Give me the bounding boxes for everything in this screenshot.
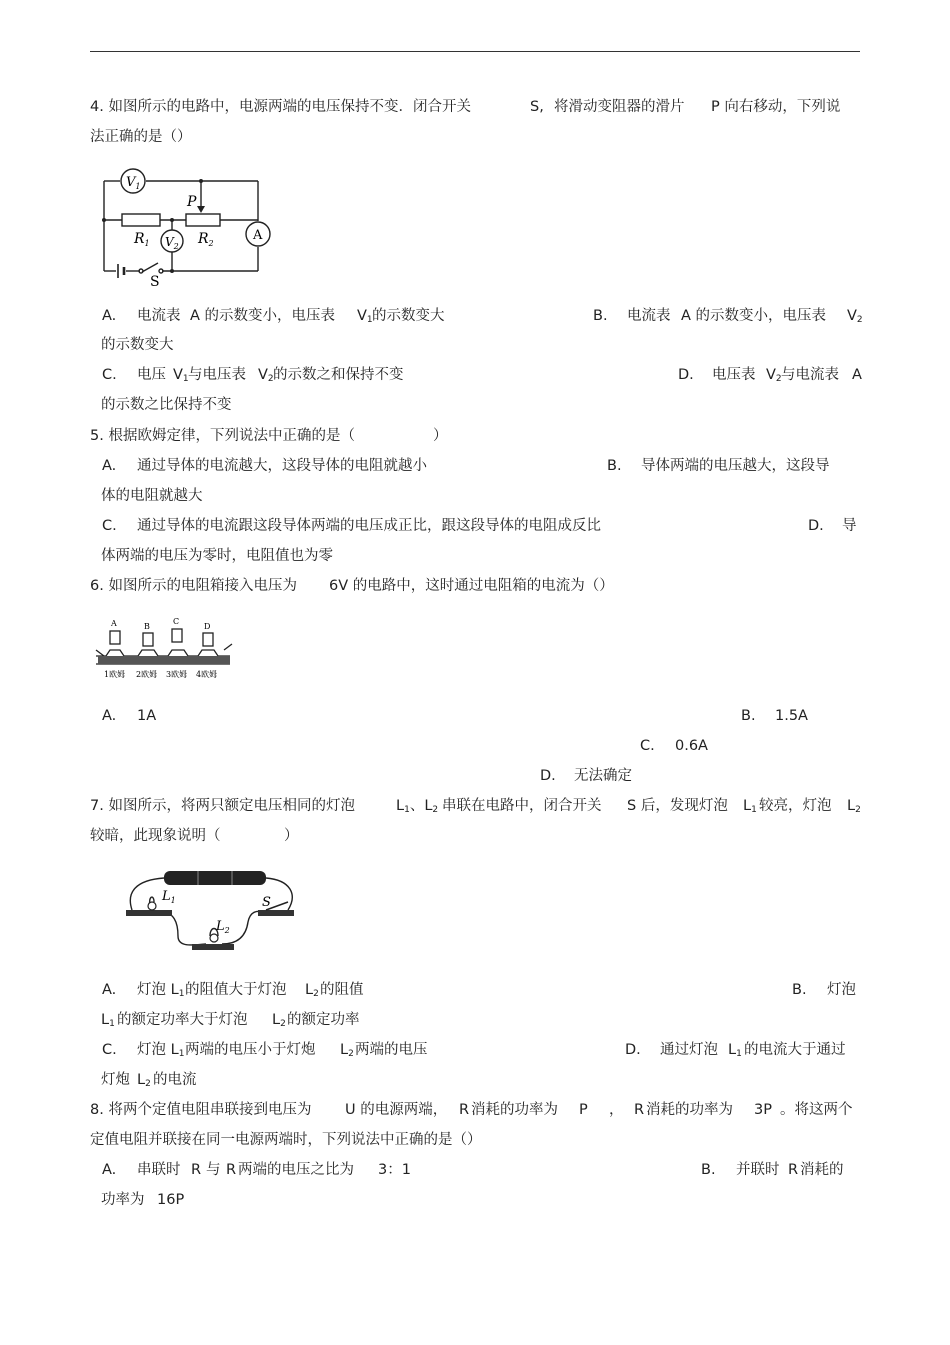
q5-optB: 导体两端的电压越大，这段导 [641, 458, 830, 474]
q7-optB-cont-d: 的额定功率 [287, 1012, 360, 1028]
q8-optA-b: R [191, 1162, 202, 1178]
q8-optA-d: R [226, 1162, 237, 1178]
q7-stem-h: 较暗，此现象说明（ [90, 828, 221, 844]
q7-optD-c: 的电流大于通过 [744, 1042, 846, 1058]
q8-optB-cont-b: 16P [157, 1192, 185, 1208]
q8-stem-j: 。将这两个 [780, 1102, 853, 1118]
q7-optC-d: 两端的电压 [355, 1042, 428, 1058]
q8-stem-c: R [459, 1102, 470, 1118]
q6-resistance-box-diagram [92, 614, 234, 682]
q7-optC-a: 灯泡 $L_1$ [137, 1042, 185, 1059]
q7-stem-e: $L_1$ [743, 798, 757, 815]
q4-optA-d: 的示数变大 [372, 308, 445, 324]
q8-optA-f: 3：1 [378, 1162, 411, 1178]
q6-ohm3-label: 3欧姆 [166, 670, 188, 679]
q8-stem-f: ， [609, 1102, 624, 1118]
q4-stem-d: P 向右移动，下列说 [711, 99, 841, 115]
q5-optC: 通过导体的电流跟这段导体两端的电压成正比，跟这段导体的电阻成反比 [137, 518, 601, 534]
q7-optB: 灯泡 [827, 982, 856, 998]
q7-optA-a: 灯泡 $L_1$ [137, 982, 185, 999]
q6-stem-b: 6V 的电路中，这时通过电阻箱的电流为（） [329, 578, 614, 594]
q5-optD-cont: 体两端的电压为零时，电阻值也为零 [101, 548, 333, 564]
q4-p-label: P [187, 194, 197, 210]
q4-optD-b: $V_2$ [766, 367, 782, 384]
q4-stem-b: S, [530, 99, 544, 115]
q6-plug-d-label: D [204, 622, 211, 631]
q8-stem-a: 8. 将两个定值电阻串联接到电压为 [90, 1102, 312, 1118]
q4-optB-c: $V_2$ [847, 308, 863, 325]
q4-optC-a: 电压 [137, 367, 166, 383]
q7-optA-c: $L_2$ [305, 982, 319, 999]
q7-optD-a: 通过灯泡 [660, 1042, 718, 1058]
q4-optC-c: 与电压表 [188, 367, 246, 383]
q6-optA: 1A [137, 708, 157, 724]
q5-stem-end: ） [433, 428, 448, 444]
q4-s-label: S [150, 274, 160, 288]
q8-stem-b: U 的电源两端， [345, 1102, 448, 1118]
q4-optB-b: A 的示数变小，电压表 [681, 308, 827, 324]
q7-optB-cont-b: 的额定功率大于灯泡 [117, 1012, 248, 1028]
q8-optA-letter: A. [102, 1162, 117, 1178]
q4-circuit-diagram [98, 168, 276, 288]
q4-optD-c: 与电流表 [781, 367, 839, 383]
q7-stem-i: ） [284, 828, 299, 844]
q6-optA-letter: A. [102, 708, 117, 724]
q7-stem-g: $L_2$ [847, 798, 861, 815]
q4-optB-a: 电流表 [627, 308, 671, 324]
q8-optA-a: 串联时 [137, 1162, 181, 1178]
q8-optB-letter: B. [701, 1162, 716, 1178]
q6-ohm2-label: 2欧姆 [136, 670, 158, 679]
q6-optB: 1.5A [775, 708, 808, 724]
q4-a-label: A [253, 228, 263, 243]
q4-optA-b: A 的示数变小，电压表 [190, 308, 336, 324]
q7-optB-letter: B. [792, 982, 807, 998]
q4-optC-d: $V_2$ [258, 367, 274, 384]
q7-optC-b: 两端的电压小于灯炮 [185, 1042, 316, 1058]
q7-optD-letter: D. [625, 1042, 641, 1058]
q4-optC-letter: C. [102, 367, 117, 383]
q7-stem-c: 串联在电路中，闭合开关 [442, 798, 602, 814]
q4-v1-label: $V_1$ [126, 175, 141, 191]
q6-optB-letter: B. [741, 708, 756, 724]
q7-s-label: S [262, 895, 271, 910]
q6-plug-a-label: A [111, 619, 117, 628]
q8-optB-b: R [788, 1162, 799, 1178]
q8-stem-h: 消耗的功率为 [646, 1102, 733, 1118]
q4-optD-d: A [852, 367, 862, 383]
q4-stem-e: 法正确的是（） [90, 129, 192, 145]
q4-optD-a: 电压表 [712, 367, 756, 383]
q4-stem-c: 将滑动变阻器的滑片 [554, 99, 685, 115]
q4-optB-cont: 的示数变大 [101, 337, 174, 353]
q7-optD-cont-a: 灯炮 [101, 1072, 130, 1088]
q7-optB-cont-c: $L_2$ [272, 1012, 286, 1029]
q6-stem-a: 6. 如图所示的电阻箱接入电压为 [90, 578, 297, 594]
q4-optA-letter: A. [102, 308, 117, 324]
q4-r2-label: $R_2$ [198, 231, 214, 248]
q4-r1-label: $R_1$ [134, 231, 150, 248]
q7-optD-b: $L_1$ [728, 1042, 742, 1059]
q6-ohm4-label: 4欧姆 [196, 670, 218, 679]
q5-stem: 5. 根据欧姆定律，下列说法中正确的是（ [90, 428, 355, 444]
q7-bulb-circuit-diagram [118, 866, 304, 960]
q5-optD-letter: D. [808, 518, 824, 534]
q4-optD-letter: D. [678, 367, 694, 383]
q4-optA-a: 电流表 [137, 308, 181, 324]
q7-stem-a: 7. 如图所示，将两只额定电压相同的灯泡 [90, 798, 355, 814]
q6-plug-b-label: B [144, 622, 150, 631]
q6-optC-letter: C. [640, 738, 655, 754]
q8-stem-d: 消耗的功率为 [471, 1102, 558, 1118]
q7-optC-letter: C. [102, 1042, 117, 1058]
q5-optB-cont: 体的电阻就越大 [101, 488, 203, 504]
q4-optD-cont: 的示数之比保持不变 [101, 397, 232, 413]
q5-optB-letter: B. [607, 458, 622, 474]
q5-optC-letter: C. [102, 518, 117, 534]
q7-optD-cont-c: 的电流 [153, 1072, 197, 1088]
q8-stem-e: P [579, 1102, 588, 1118]
q8-optB-cont-a: 功率为 [101, 1192, 145, 1208]
q4-v2-label: $V_2$ [165, 235, 179, 251]
q7-optD-cont-b: $L_2$ [137, 1072, 151, 1089]
q8-optB-a: 并联时 [736, 1162, 780, 1178]
q7-optC-c: $L_2$ [340, 1042, 354, 1059]
q8-stem-g: R [634, 1102, 645, 1118]
q8-optB-c: 消耗的 [800, 1162, 844, 1178]
q7-l2-label: $L_2$ [216, 919, 230, 935]
q5-optA-letter: A. [102, 458, 117, 474]
q6-optD: 无法确定 [574, 768, 632, 784]
q6-optD-letter: D. [540, 768, 556, 784]
q8-stem-i: 3P [754, 1102, 772, 1118]
q7-stem-d: S 后，发现灯泡 [627, 798, 728, 814]
q6-plug-c-label: C [173, 617, 180, 626]
header-rule [90, 51, 860, 52]
q8-optA-c: 与 [206, 1162, 221, 1178]
q7-optA-d: 的阻值 [320, 982, 364, 998]
q6-optC: 0.6A [675, 738, 708, 754]
q5-optA: 通过导体的电流越大，这段导体的电阻就越小 [137, 458, 427, 474]
q4-optC-b: $V_1$ [173, 367, 189, 384]
q6-ohm1-label: 1欧姆 [104, 670, 126, 679]
q7-stem-b: $L_1$、$L_2$ [396, 798, 439, 815]
q4-optA-c: $V_1$ [357, 308, 373, 325]
q4-optC-e: 的示数之和保持不变 [273, 367, 404, 383]
q8-stem-line2: 定值电阻并联接在同一电源两端时，下列说法中正确的是（） [90, 1132, 482, 1148]
q7-optB-cont-a: $L_1$ [101, 1012, 115, 1029]
q7-optA-letter: A. [102, 982, 117, 998]
q5-optD: 导 [842, 518, 857, 534]
q7-stem-f: 较亮，灯泡 [759, 798, 832, 814]
q7-l1-label: $L_1$ [162, 889, 176, 905]
q8-optA-e: 两端的电压之比为 [238, 1162, 354, 1178]
q7-optA-b: 的阻值大于灯泡 [185, 982, 287, 998]
q4-stem-a: 4. 如图所示的电路中，电源两端的电压保持不变．闭合开关 [90, 99, 471, 115]
q4-optB-letter: B. [593, 308, 608, 324]
